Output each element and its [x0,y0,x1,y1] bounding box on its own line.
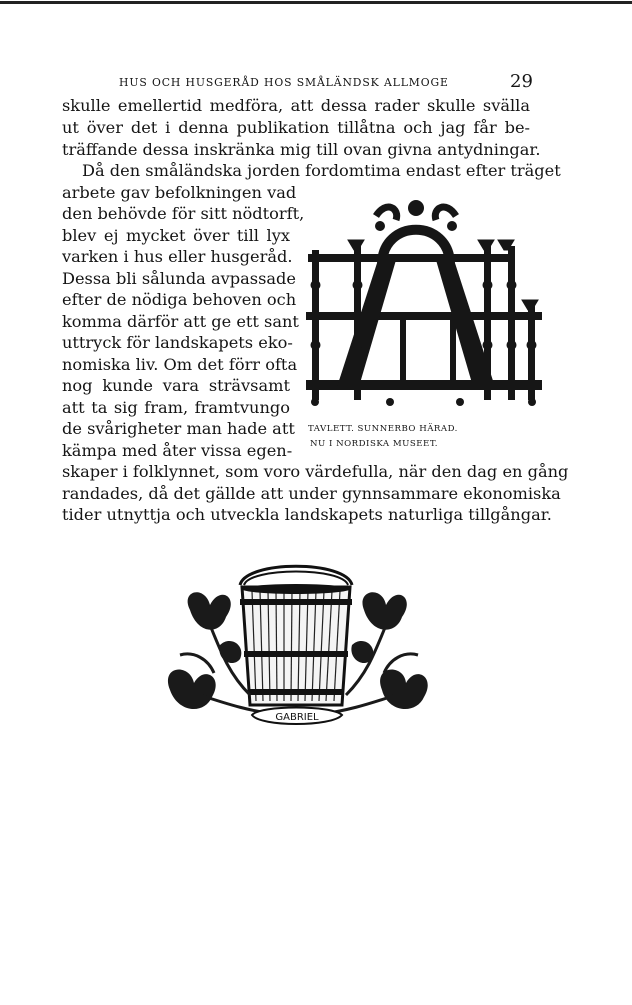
text-line: den behövde för sitt nödtorft, [62,204,305,223]
bucket-vignette-illustration [160,555,440,755]
text-line: tider utnyttja och utveckla landskapets naturliga tillgångar. [62,505,552,524]
text-line: skulle emellertid medföra, att dessa rader skulle svälla [62,96,530,115]
vignette-signature: GABRIEL [275,712,319,723]
text-line: nog kunde vara strävsamt [62,376,290,395]
figure-caption-line-2: NU I NORDISKA MUSEET. [310,439,439,449]
text-line: skaper i folklynnet, som voro värdefulla, när den dag en gång [62,462,569,481]
text-line: varken i hus eller husgeråd. [62,247,293,266]
page-number: 29 [510,71,533,92]
figure-caption-line-1: TAVLETT. SUNNERBO HÄRAD. [308,424,458,434]
text-line: ut över det i denna publikation tillåtna och jag får be- [62,118,530,137]
text-line: att ta sig fram, framtvungo [62,398,290,417]
text-line: kämpa med åter vissa egen- [62,441,293,460]
text-line: efter de nödiga behoven och [62,290,297,309]
text-line: komma därför att ge ett sant [62,312,299,331]
text-line: nomiska liv. Om det förr ofta [62,355,298,374]
shelf-illustration [300,190,545,415]
text-line: arbete gav befolkningen vad [62,183,297,202]
text-line: träffande dessa inskränka mig till ovan givna antydningar. [62,140,541,159]
top-rule [0,1,632,4]
text-line: blev ej mycket över till lyx [62,226,290,245]
text-line: uttryck för landskapets eko- [62,333,293,352]
text-line: de svårigheter man hade att [62,419,295,438]
text-line: randades, då det gällde att under gynnsammare ekonomiska [62,484,561,503]
text-line: Då den småländska jorden fordomtima endast efter träget [82,161,561,180]
running-head: HUS OCH HUSGERÅD HOS SMÅLÄNDSK ALLMOGE [119,76,449,89]
text-line: Dessa bli sålunda avpassade [62,269,296,288]
